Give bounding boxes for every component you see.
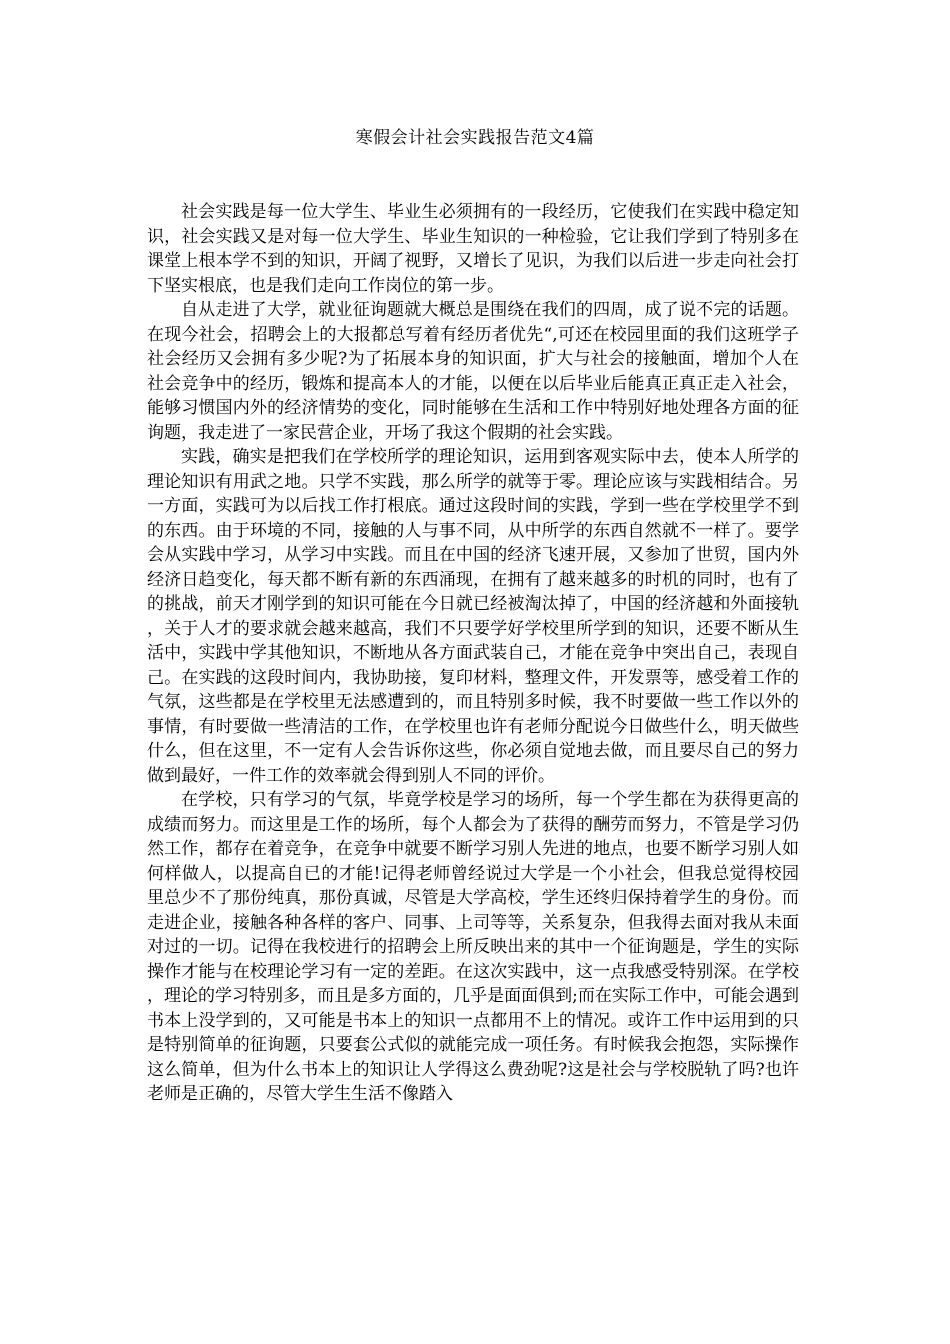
paragraph-2: 自从走进了大学，就业征询题就大概总是围绕在我们的四周，成了说不完的话题。在现今社会，招聘会上的大报都总写着有经历者优先“,可还在校园里面的我们这班学子社会经历又会拥有多少呢?为了拓展本身的知识面，扩大与社会的接触面，增加个人在社会竞争中的经历，锻炼和提高本人的才能，以便在以后毕业后能真正真正走入社会，能够习惯国内外的经济情势的变化，同时能够在生活和工作中特别好地处理各方面的征询题，我走进了一家民营企业，开场了我这个假期的社会实践。 [147, 300, 799, 443]
document-title: 寒假会计社会实践报告范文4篇 [355, 128, 595, 148]
document-body [147, 200, 799, 1107]
paragraph-1: 社会实践是每一位大学生、毕业生必须拥有的一段经历，它使我们在实践中稳定知识，社会实践又是对每一位大学生、毕业生知识的一种检验，它让我们学到了特别多在课堂上根本学不到的知识，开阔了视野，又增长了见识，为我们以后进一步走向社会打下坚实根底，也是我们走向工作岗位的第一步。 [147, 202, 799, 296]
paragraph-3: 实践，确实是把我们在学校所学的理论知识，运用到客观实际中去，使本人所学的理论知识有用武之地。只学不实践，那么所学的就等于零。理论应该与实践相结合。另一方面，实践可为以后找工作打根底。通过这段时间的实践，学到一些在学校里学不到的东西。由于环境的不同，接触的人与事不同，从中所学的东西自然就不一样了。要学会从实践中学习，从学习中实践。而且在中国的经济飞速开展，又参加了世贸，国内外经济日趋变化，每天都不断有新的东西涌现，在拥有了越来越多的时机的同时，也有了的挑战，前天才刚学到的知识可能在今日就已经被淘汰掉了，中国的经济越和外面接轨，关于人才的要求就会越来越高，我们不只要学好学校里所学到的知识，还要不断从生活中，实践中学其他知识，不断地从各方面武装自己，才能在竞争中突出自己，表现自己。在实践的这段时间内，我协助接，复印材料，整理文件，开发票等，感受着工作的气氛，这些都是在学校里无法感遭到的，而且特别多时候，我不时要做一些工作以外的事情，有时要做一些清洁的工作，在学校里也许有老师分配说今日做些什么，明天做些什么，但在这里，不一定有人会告诉你这些，你必须自觉地去做，而且要尽自己的努力做到最好，一件工作的效率就会得到别人不同的评价。 [147, 447, 799, 786]
paragraph-4: 在学校，只有学习的气氛，毕竟学校是学习的场所，每一个学生都在为获得更高的成绩而努力。而这里是工作的场所，每个人都会为了获得的酬劳而努力，不管是学习仍然工作，都存在着竞争，在竞争中就要不断学习别人先进的地点，也要不断学习别人如何样做人，以提高自已的才能!记得老师曾经说过大学是一个小社会，但我总觉得校园里总少不了那份纯真，那份真诚，尽管是大学高校，学生还终归保持着学生的身份。而走进企业，接触各种各样的客户、同事、上司等等，关系复杂，但我得去面对我从未面对过的一切。记得在我校进行的招聘会上所反映出来的其中一个征询题是，学生的实际操作才能与在校理论学习有一定的差距。在这次实践中，这一点我感受特别深。在学校，理论的学习特别多，而且是多方面的，几乎是面面俱到;而在实际工作中，可能会遇到书本上没学到的，又可能是书本上的知识一点都用不上的情况。或许工作中运用到的只是特别简单的征询题，只要套公式似的就能完成一项任务。有时候我会抱怨，实际操作这么简单，但为什么书本上的知识让人学得这么费劲呢?这是社会与学校脱轨了吗?也许老师是正确的，尽管大学生生活不像踏入 [147, 790, 799, 1104]
